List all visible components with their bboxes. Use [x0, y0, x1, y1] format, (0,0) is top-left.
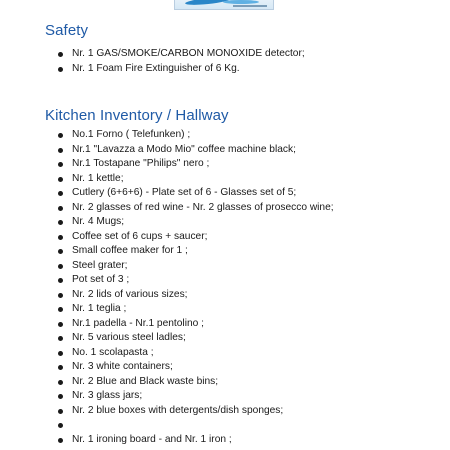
list-item-text: Nr. 2 glasses of red wine - Nr. 2 glasses of prosecco wine; [72, 201, 334, 213]
list-item [54, 172, 444, 187]
bullet-icon [58, 438, 63, 443]
list-item-text: Nr.1 "Lavazza a Modo Mio" coffee machine black; [72, 143, 296, 155]
list-item [54, 273, 444, 288]
list-item-text: Nr. 1 Foam Fire Extinguisher of 6 Kg. [72, 62, 240, 74]
list-item-text: Nr. 2 blue boxes with detergents/dish sponges; [72, 404, 284, 416]
kitchen-inventory-list [54, 128, 444, 447]
bullet-icon [58, 336, 63, 341]
list-item-text: Coffee set of 6 cups + saucer; [72, 230, 208, 242]
bullet-icon [58, 220, 63, 225]
list-item-text: Nr.1 Tostapane "Philips" nero ; [72, 158, 210, 169]
list-item-text: Nr. 5 various steel ladles; [72, 332, 186, 343]
bullet-icon [58, 264, 63, 269]
list-item [54, 331, 444, 346]
list-item-text: Nr. 4 Mugs; [72, 216, 125, 227]
list-item-text: Pot set of 3 ; [72, 274, 130, 285]
list-item [54, 433, 444, 448]
bullet-icon [58, 67, 63, 72]
bullet-icon [58, 293, 63, 298]
list-item-text: Cutlery (6+6+6) - Plate set of 6 - Glasses set of 5; [72, 187, 297, 198]
list-item-text: Nr. 3 white containers; [72, 361, 173, 372]
bullet-icon [58, 351, 63, 356]
list-item [54, 389, 444, 404]
list-item [54, 157, 444, 172]
list-item [54, 259, 444, 274]
list-item [54, 230, 444, 245]
list-item [54, 288, 444, 303]
list-item-text: Small coffee maker for 1 ; [72, 245, 188, 256]
list-item [54, 346, 444, 361]
bullet-icon [58, 278, 63, 283]
list-item-text: Nr. 2 lids of various sizes; [72, 288, 188, 300]
list-item [54, 201, 444, 216]
bullet-icon [58, 177, 63, 182]
list-item-text: Steel grater; [72, 259, 128, 271]
safety-list [54, 47, 444, 76]
bullet-icon [58, 423, 63, 428]
list-item [54, 128, 444, 143]
bullet-icon [58, 380, 63, 385]
list-item [54, 215, 444, 230]
list-item [54, 47, 444, 62]
list-item [54, 404, 444, 419]
list-item [54, 317, 444, 332]
list-item-text: Nr. 1 teglia ; [72, 303, 127, 314]
bullet-icon [58, 206, 63, 211]
list-item [54, 62, 444, 77]
bullet-icon [58, 191, 63, 196]
list-item [54, 360, 444, 375]
list-item-text: Nr. 2 Blue and Black waste bins; [72, 375, 219, 387]
header-logo-image [174, 0, 274, 10]
section-title-kitchen-inventory: Kitchen Inventory / Hallway [45, 107, 229, 124]
list-item [54, 143, 444, 158]
list-item-text: Nr. 1 GAS/SMOKE/CARBON MONOXIDE detector; [72, 48, 305, 59]
list-item [54, 375, 444, 390]
bullet-icon [58, 322, 63, 327]
list-item-text: No.1 Forno ( Telefunken) ; [72, 129, 191, 140]
list-item-text: Nr. 1 ironing board - and Nr. 1 iron ; [72, 433, 232, 445]
list-item [54, 186, 444, 201]
logo-swoosh-shape [223, 0, 259, 4]
bullet-icon [58, 235, 63, 240]
list-item-text: Nr. 3 glass jars; [72, 390, 143, 401]
bullet-icon [58, 133, 63, 138]
bullet-icon [58, 365, 63, 370]
list-item [54, 418, 444, 433]
list-item-text: No. 1 scolapasta ; [72, 346, 154, 358]
list-item-text: Nr.1 padella - Nr.1 pentolino ; [72, 317, 204, 329]
bullet-icon [58, 148, 63, 153]
bullet-icon [58, 249, 63, 254]
bullet-icon [58, 52, 63, 57]
list-item [54, 302, 444, 317]
bullet-icon [58, 394, 63, 399]
section-title-safety: Safety [45, 22, 89, 39]
list-item-text: Nr. 1 kettle; [72, 172, 124, 184]
bullet-icon [58, 409, 63, 414]
bullet-icon [58, 162, 63, 167]
bullet-icon [58, 307, 63, 312]
logo-tagline-mark [233, 5, 267, 7]
list-item [54, 244, 444, 259]
